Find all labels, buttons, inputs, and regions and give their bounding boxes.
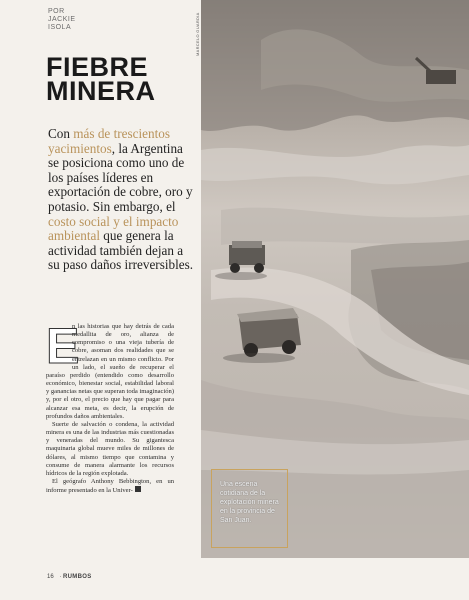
title-line-1: FIEBRE: [46, 52, 149, 82]
body-paragraph-3-text: El geógrafo Anthony Bebbington, en un informe presentado en la Univer-: [46, 477, 174, 495]
drop-cap: E: [46, 318, 80, 374]
byline-label: POR: [48, 8, 65, 15]
lead-highlight-1: más de trescientos yacimientos: [48, 126, 170, 156]
article-title: [46, 52, 206, 106]
byline: [48, 8, 76, 32]
lead-highlight-2: costo social y el impacto ambiental: [48, 213, 179, 244]
article-body: [46, 318, 174, 495]
magazine-name: RUMBOS: [63, 574, 92, 580]
title-line-2: MINERA: [46, 76, 156, 106]
haul-truck-far: [215, 241, 267, 280]
lead-paragraph: [48, 127, 196, 273]
haul-truck-near: [223, 308, 301, 363]
footer-separator: ·: [59, 574, 62, 580]
body-paragraph-2: Suerte de salvación o condena, la actividad minera es una de las industrias más cuestionadas y veneradas del mundo. Su gigantesca maquinaria global mueve miles de millones de dólares, al mismo tiempo que contamina y consume de manera alarmante los recursos hídricos de la región explotada.: [46, 420, 174, 477]
lead-text-3: que genera la actividad también dejan a su paso daños irreversibles.: [48, 228, 194, 273]
photo-caption: Una escena cotidiana de la explotación minera en la provincia de San Juan.: [211, 469, 288, 548]
lead-text-2: , la Argentina se posiciona como uno de los países líderes en exportación de cobre, oro y potasio. Sin embargo, el: [48, 140, 193, 214]
photo-credit: MARCELO GUARDIA: [195, 12, 200, 56]
body-paragraph-1-text: n las historias que hay detrás de cada medallita de oro, alianza de compromiso o una vieja tubería de cobre, asoman dos realidades que se entrelazan en un mismo conflicto. Por un lado, el sueño de recuperar el paraíso perdido (entendido como desarrollo económico, bienestar social, estabilidad laboral y ganancias netas que superan toda imaginación) y, por el otro, el precio que hay que pagar para alcanzar esa meta, es decir, la erupción de profundos daños ambientales.: [46, 323, 174, 420]
body-paragraph-3: [46, 478, 174, 495]
lead-text-1: Con: [48, 126, 74, 141]
byline-first-name: JACKIE: [48, 16, 76, 23]
byline-last-name: ISOLA: [48, 24, 72, 31]
page-number: 16: [47, 574, 54, 580]
continue-mark-icon: [135, 486, 141, 492]
page-footer: [47, 574, 92, 580]
body-paragraph-1: [46, 318, 174, 421]
